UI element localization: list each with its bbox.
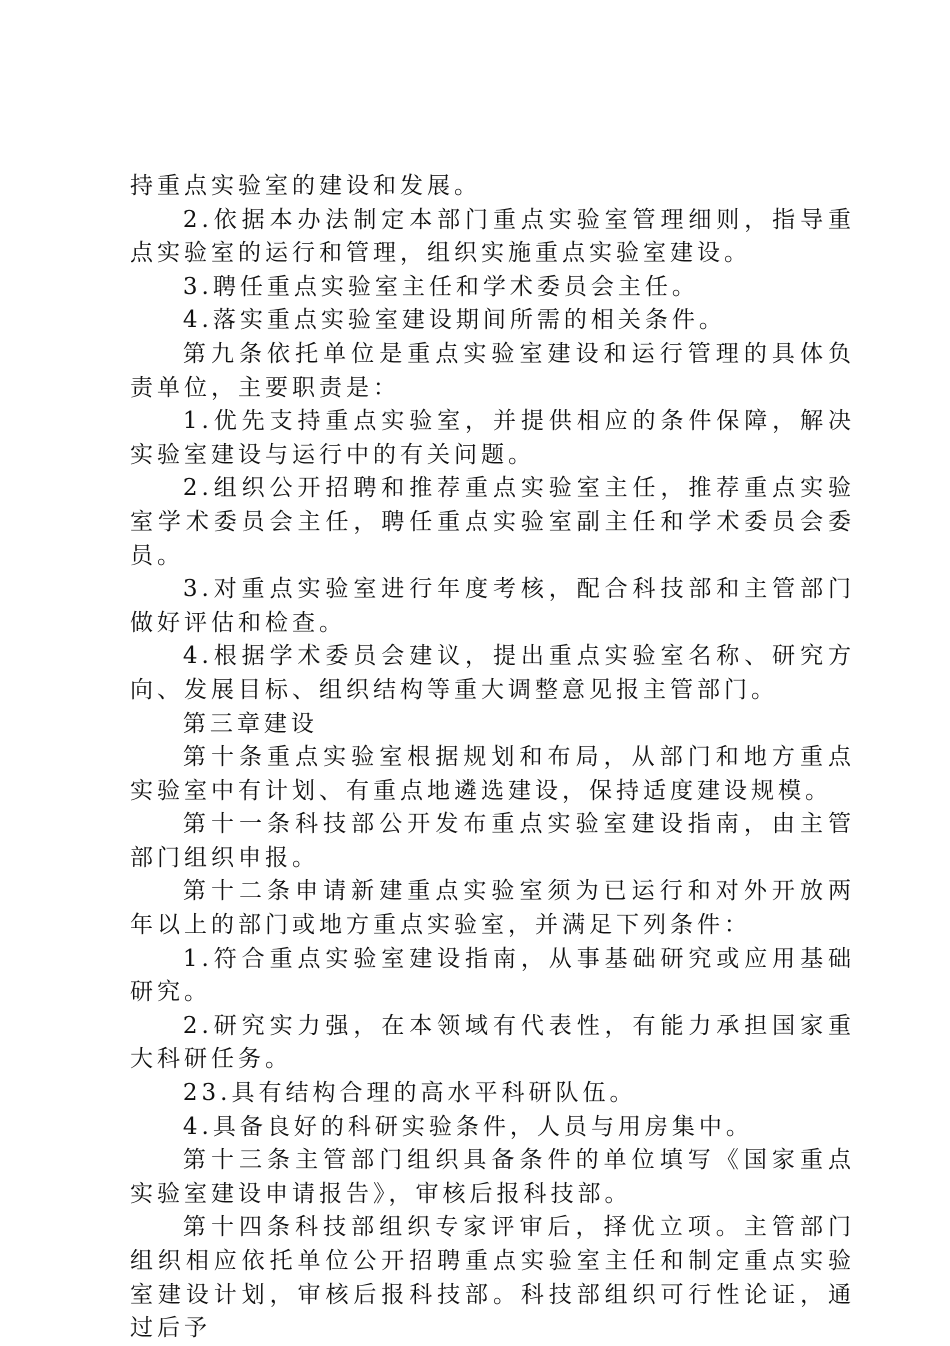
paragraph-article-12-item-3: 23.具有结构合理的高水平科研队伍。	[182, 1080, 637, 1107]
paragraph-article-12: 第十二条申请新建重点实验室须为已运行和对外开放两年以上的部门或地方重点实验室，并满足下列条件：	[130, 878, 855, 939]
paragraph-article-9-item-4: 4.根据学术委员会建议，提出重点实验室名称、研究方向、发展目标、组织结构等重大调整意见报主管部门。	[130, 643, 855, 703]
paragraph-item-2-management-rules: 2.依据本办法制定本部门重点实验室管理细则，指导重点实验室的运行和管理，组织实施重点实验室建设。	[130, 206, 855, 267]
chapter-heading-3: 第三章建设	[182, 710, 318, 737]
paragraph-article-9-item-2: 2.组织公开招聘和推荐重点实验室主任，推荐重点实验室学术委员会主任，聘任重点实验室副主任和学术委员会委员。	[130, 475, 855, 569]
paragraph-article-9-item-3: 3.对重点实验室进行年度考核，配合科技部和主管部门做好评估和检查。	[130, 576, 855, 636]
paragraph-article-12-item-2: 2.研究实力强，在本领域有代表性，有能力承担国家重大科研任务。	[130, 1012, 855, 1073]
paragraph-item-3-appoint-director: 3.聘任重点实验室主任和学术委员会主任。	[182, 273, 699, 300]
paragraph-item-4-conditions: 4.落实重点实验室建设期间所需的相关条件。	[182, 307, 726, 334]
paragraph-article-9-item-1: 1.优先支持重点实验室，并提供相应的条件保障，解决实验室建设与运行中的有关问题。	[130, 408, 855, 468]
paragraph-article-11: 第十一条科技部公开发布重点实验室建设指南，由主管部门组织申报。	[130, 811, 855, 871]
paragraph-article-14: 第十四条科技部组织专家评审后，择优立项。主管部门组织相应依托单位公开招聘重点实验室主任和制定重点实验室建设计划，审核后报科技部。科技部组织可行性论证，通过后予	[130, 1214, 855, 1342]
paragraph-article-13: 第十三条主管部门组织具备条件的单位填写《国家重点实验室建设申请报告》，审核后报科技部。	[130, 1147, 855, 1207]
paragraph-article-12-item-4: 4.具备良好的科研实验条件，人员与用房集中。	[182, 1113, 753, 1140]
paragraph-article-10: 第十条重点实验室根据规划和布局，从部门和地方重点实验室中有计划、有重点地遴选建设，保持适度建设规模。	[130, 744, 855, 804]
paragraph-continuation: 持重点实验室的建设和发展。	[130, 173, 481, 199]
document-body	[130, 170, 855, 1346]
paragraph-article-9: 第九条依托单位是重点实验室建设和运行管理的具体负责单位，主要职责是：	[130, 340, 855, 401]
paragraph-article-12-item-1: 1.符合重点实验室建设指南，从事基础研究或应用基础研究。	[130, 945, 855, 1006]
